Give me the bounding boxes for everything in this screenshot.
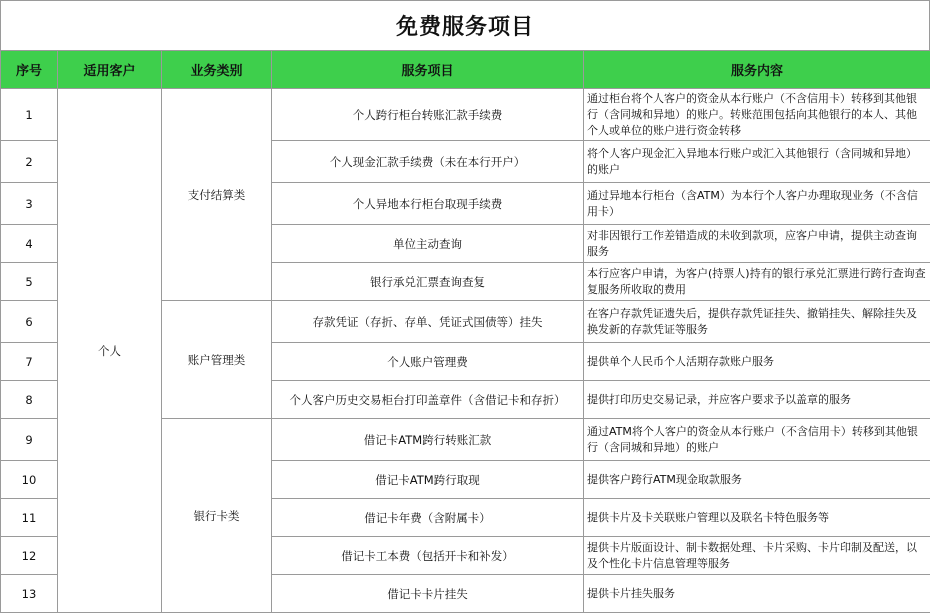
seq-cell: 11: [1, 499, 58, 537]
item-cell: 银行承兑汇票查询查复: [272, 263, 584, 301]
seq-cell: 2: [1, 141, 58, 183]
item-cell: 借记卡ATM跨行转账汇款: [272, 419, 584, 461]
content-cell: 对非因银行工作差错造成的未收到款项，应客户申请，提供主动查询服务: [584, 225, 930, 263]
table-row: [1, 89, 930, 141]
seq-cell: 7: [1, 343, 58, 381]
customer-cell: 个人: [58, 89, 162, 613]
content-cell: 通过异地本行柜台（含ATM）为本行个人客户办理取现业务（不含信用卡）: [584, 183, 930, 225]
category-cell-payment: 支付结算类: [162, 89, 272, 301]
header-row: [1, 51, 930, 89]
header-content: 服务内容: [584, 51, 930, 89]
item-cell: 借记卡卡片挂失: [272, 575, 584, 613]
content-cell: 本行应客户申请，为客户(持票人)持有的银行承兑汇票进行跨行查询查复服务所收取的费用: [584, 263, 930, 301]
seq-cell: 13: [1, 575, 58, 613]
header-seq: 序号: [1, 51, 58, 89]
category-cell-account: 账户管理类: [162, 301, 272, 419]
content-cell: 在客户存款凭证遗失后，提供存款凭证挂失、撤销挂失、解除挂失及换发新的存款凭证等服务: [584, 301, 930, 343]
item-cell: 个人跨行柜台转账汇款手续费: [272, 89, 584, 141]
item-cell: 借记卡年费（含附属卡）: [272, 499, 584, 537]
header-customer: 适用客户: [58, 51, 162, 89]
item-cell: 单位主动查询: [272, 225, 584, 263]
seq-cell: 9: [1, 419, 58, 461]
item-cell: 借记卡ATM跨行取现: [272, 461, 584, 499]
services-table: [0, 50, 930, 613]
content-cell: 提供单个人民币个人活期存款账户服务: [584, 343, 930, 381]
item-cell: 个人现金汇款手续费（未在本行开户）: [272, 141, 584, 183]
seq-cell: 10: [1, 461, 58, 499]
seq-cell: 6: [1, 301, 58, 343]
content-cell: 提供卡片挂失服务: [584, 575, 930, 613]
seq-cell: 4: [1, 225, 58, 263]
header-category: 业务类别: [162, 51, 272, 89]
seq-cell: 8: [1, 381, 58, 419]
content-cell: 提供卡片及卡关联账户管理以及联名卡特色服务等: [584, 499, 930, 537]
seq-cell: 12: [1, 537, 58, 575]
content-cell: 提供卡片版面设计、制卡数据处理、卡片采购、卡片印制及配送，以及个性化卡片信息管理等服务: [584, 537, 930, 575]
item-cell: 个人异地本行柜台取现手续费: [272, 183, 584, 225]
header-item: 服务项目: [272, 51, 584, 89]
seq-cell: 5: [1, 263, 58, 301]
content-cell: 提供打印历史交易记录，并应客户要求予以盖章的服务: [584, 381, 930, 419]
content-cell: 通过柜台将个人客户的资金从本行账户（不含信用卡）转移到其他银行（含同城和异地）的账户。转账范围包括向其他银行的本人、其他个人或单位的账户进行资金转移: [584, 89, 930, 141]
content-cell: 提供客户跨行ATM现金取款服务: [584, 461, 930, 499]
category-cell-card: 银行卡类: [162, 419, 272, 613]
item-cell: 借记卡工本费（包括开卡和补发）: [272, 537, 584, 575]
seq-cell: 3: [1, 183, 58, 225]
item-cell: 存款凭证（存折、存单、凭证式国债等）挂失: [272, 301, 584, 343]
content-cell: 通过ATM将个人客户的资金从本行账户（不含信用卡）转移到其他银行（含同城和异地）的账户: [584, 419, 930, 461]
seq-cell: 1: [1, 89, 58, 141]
content-cell: 将个人客户现金汇入异地本行账户或汇入其他银行（含同城和异地）的账户: [584, 141, 930, 183]
item-cell: 个人账户管理费: [272, 343, 584, 381]
table-title: 免费服务项目: [0, 0, 930, 50]
item-cell: 个人客户历史交易柜台打印盖章件（含借记卡和存折）: [272, 381, 584, 419]
